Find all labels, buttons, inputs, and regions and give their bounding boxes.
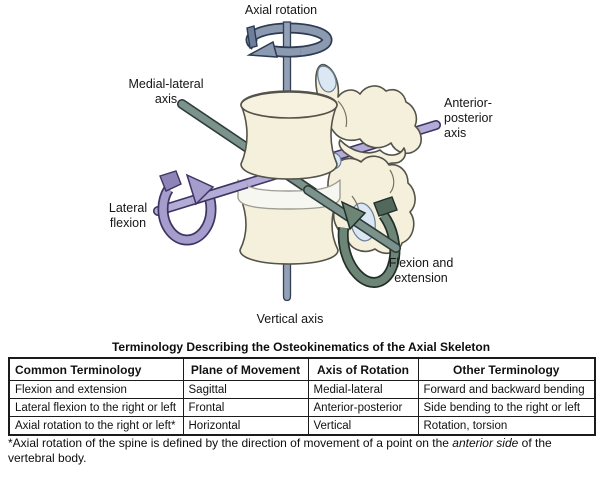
cell-common-terminology: Lateral flexion to the right or left (9, 399, 183, 417)
table-row (9, 399, 595, 417)
cell-other-terminology: Side bending to the right or left (418, 399, 595, 417)
cell-axis-of-rotation: Anterior-posterior (308, 399, 418, 417)
col-header-axis-of-rotation: Axis of Rotation (308, 358, 418, 381)
label-flexion-extension: Flexion and extension (388, 256, 454, 285)
table-footnote (8, 436, 600, 466)
footnote-emphasis: anterior side (452, 436, 519, 450)
label-medial-lateral-axis: Medial-lateral axis (128, 77, 204, 106)
terminology-table (8, 357, 596, 436)
cell-common-terminology: Axial rotation to the right or left* (9, 417, 183, 436)
cell-plane-of-movement: Horizontal (183, 417, 308, 436)
label-lateral-flexion: Lateral flexion (108, 201, 148, 230)
upper-body-endplate (241, 92, 337, 118)
cell-other-terminology: Rotation, torsion (418, 417, 595, 436)
cell-axis-of-rotation: Medial-lateral (308, 381, 418, 399)
label-vertical-axis: Vertical axis (256, 312, 324, 326)
footnote-text-end: of the vertebral body. (8, 436, 552, 465)
label-anterior-posterior-axis: Anterior-posterior axis (444, 96, 493, 140)
footnote-text: *Axial rotation of the spine is defined by the direction of movement of a point on the (8, 436, 453, 450)
col-header-other-terminology: Other Terminology (418, 358, 595, 381)
cell-common-terminology: Flexion and extension (9, 381, 183, 399)
table-row (9, 417, 595, 436)
col-header-plane-of-movement: Plane of Movement (183, 358, 308, 381)
table-header-row (9, 358, 595, 381)
cell-other-terminology: Forward and backward bending (418, 381, 595, 399)
table-row (9, 381, 595, 399)
cell-plane-of-movement: Sagittal (183, 381, 308, 399)
cell-plane-of-movement: Frontal (183, 399, 308, 417)
cell-axis-of-rotation: Vertical (308, 417, 418, 436)
label-axial-rotation: Axial rotation (244, 3, 318, 17)
table-title: Terminology Describing the Osteokinematics of the Axial Skeleton (111, 340, 491, 354)
col-header-common-terminology: Common Terminology (9, 358, 183, 381)
